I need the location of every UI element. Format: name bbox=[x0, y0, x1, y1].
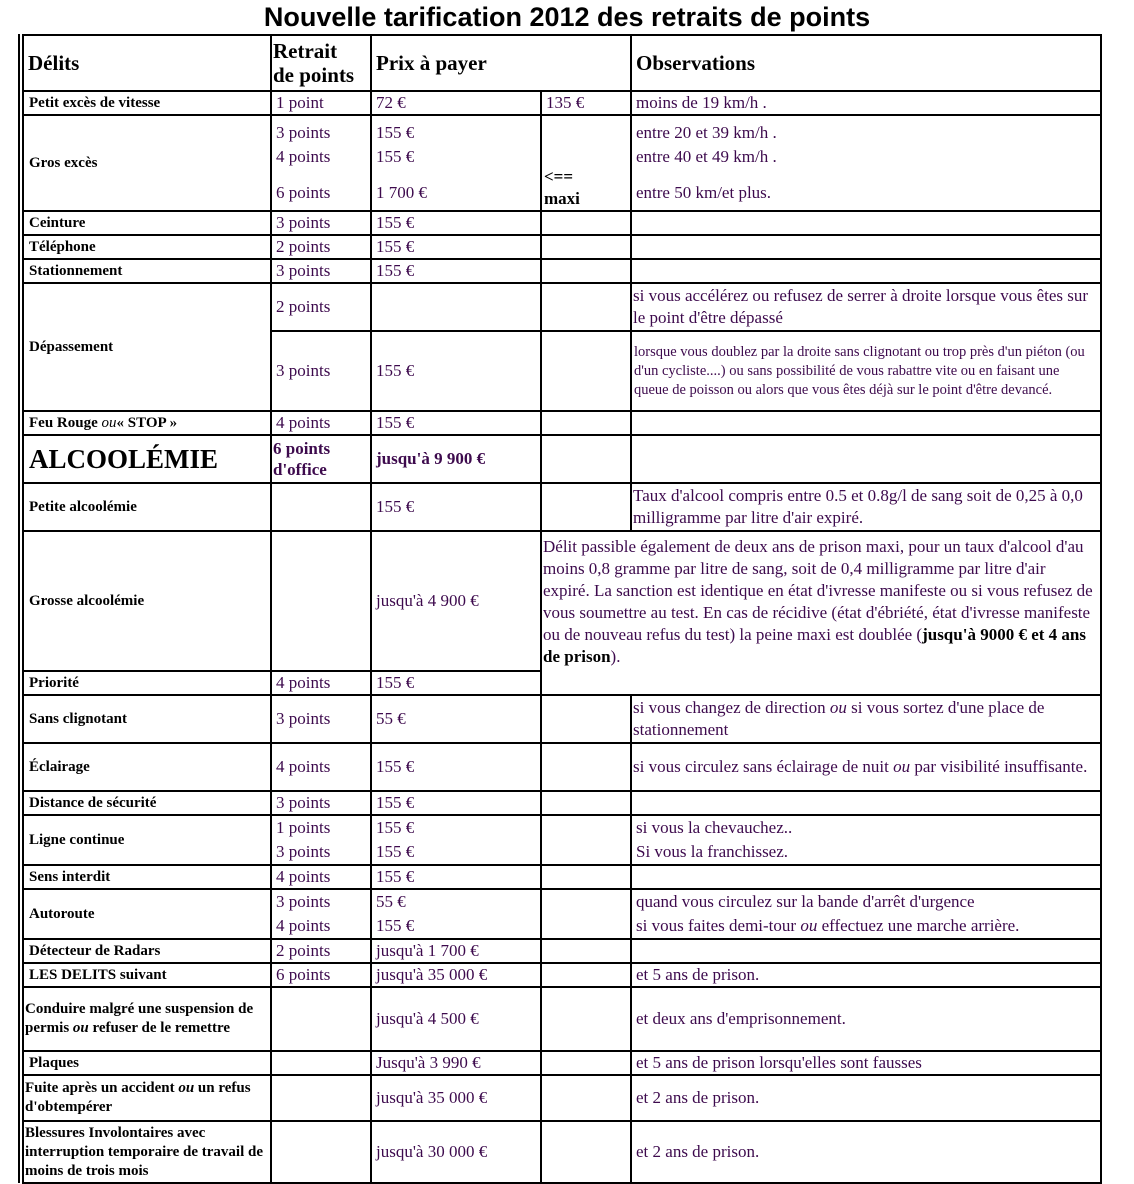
obs-text: par visibilité insuffisante. bbox=[910, 757, 1088, 776]
prix-max-cell bbox=[541, 411, 631, 435]
page-title: Nouvelle tarification 2012 des retraits de points bbox=[263, 2, 871, 32]
table-row bbox=[23, 91, 1101, 115]
table-row bbox=[23, 211, 1101, 235]
prix-cell: Jusqu'à 3 990 € bbox=[371, 1051, 541, 1075]
header-delits: Délits bbox=[23, 35, 271, 91]
prix-max-cell bbox=[541, 939, 631, 963]
delit-cell bbox=[23, 411, 271, 435]
header-row bbox=[23, 35, 1101, 91]
obs-or: ou bbox=[800, 916, 818, 935]
table-row bbox=[23, 283, 1101, 331]
prix-cell: jusqu'à 1 700 € bbox=[371, 939, 541, 963]
obs-cell: et 2 ans de prison. bbox=[631, 1121, 1101, 1183]
obs-text: si vous changez de direction bbox=[633, 698, 830, 717]
points-cell: 3 points bbox=[271, 791, 371, 815]
obs-cell: et 2 ans de prison. bbox=[631, 1075, 1101, 1121]
delit-text: Feu Rouge bbox=[29, 414, 102, 431]
obs-cell bbox=[631, 411, 1101, 435]
table-row bbox=[23, 1051, 1101, 1075]
table-row bbox=[23, 115, 1101, 211]
delit-cell: Petit excès de vitesse bbox=[23, 91, 271, 115]
points-line: 3 points bbox=[276, 842, 331, 861]
delit-text: Fuite après un accident bbox=[25, 1080, 179, 1096]
delit-or: ou bbox=[101, 414, 117, 431]
table-row bbox=[23, 987, 1101, 1051]
prix-line: 155 € bbox=[376, 916, 415, 935]
table-row bbox=[23, 939, 1101, 963]
delit-cell: Téléphone bbox=[23, 235, 271, 259]
prix-cell: jusqu'à 4 500 € bbox=[371, 987, 541, 1051]
delit-cell: Sens interdit bbox=[23, 865, 271, 889]
prix-cell bbox=[371, 115, 541, 211]
points-line: 1 points bbox=[276, 818, 331, 837]
prix-max-cell bbox=[541, 1075, 631, 1121]
delit-cell: Dépassement bbox=[23, 283, 271, 411]
prix-max-cell bbox=[541, 1051, 631, 1075]
prix-max-cell bbox=[541, 331, 631, 411]
table-row bbox=[23, 1075, 1101, 1121]
prix-cell: jusqu'à 35 000 € bbox=[371, 963, 541, 987]
obs-cell bbox=[631, 939, 1101, 963]
points-cell bbox=[271, 435, 371, 483]
points-cell: 2 points bbox=[271, 283, 371, 331]
obs-line bbox=[636, 914, 1096, 938]
prix-max-cell bbox=[541, 815, 631, 865]
points-line: 4 points bbox=[276, 147, 331, 166]
delit-text: un refus d'obtempérer bbox=[25, 1080, 251, 1115]
delit-cell: Ligne continue bbox=[23, 815, 271, 865]
header-observations: Observations bbox=[631, 35, 1101, 91]
prix-max-cell bbox=[541, 865, 631, 889]
prix-cell: 72 € bbox=[371, 91, 541, 115]
prix-max-cell bbox=[541, 695, 631, 743]
prix-cell: 155 € bbox=[371, 865, 541, 889]
points-cell: 1 point bbox=[271, 91, 371, 115]
prix-max-cell bbox=[541, 987, 631, 1051]
delit-cell: Petite alcoolémie bbox=[23, 483, 271, 531]
prix-cell: 155 € bbox=[371, 791, 541, 815]
maxi-label: maxi bbox=[544, 189, 580, 208]
delit-or: ou bbox=[72, 1020, 89, 1036]
points-cell bbox=[271, 987, 371, 1051]
prix-line: 155 € bbox=[376, 123, 415, 142]
points-cell: 6 points bbox=[271, 963, 371, 987]
table-row bbox=[23, 695, 1101, 743]
header-prix: Prix à payer bbox=[371, 35, 631, 91]
maxi-arrow: <== bbox=[544, 167, 574, 186]
points-cell bbox=[271, 1051, 371, 1075]
delit-cell: Grosse alcoolémie bbox=[23, 531, 271, 671]
table-row bbox=[23, 889, 1101, 939]
delit-text: « STOP » bbox=[116, 414, 178, 431]
delit-cell: Stationnement bbox=[23, 259, 271, 283]
table-row bbox=[23, 259, 1101, 283]
prix-cell bbox=[371, 283, 541, 331]
prix-max-cell: 135 € bbox=[541, 91, 631, 115]
points-cell bbox=[271, 531, 371, 671]
delit-cell: Autoroute bbox=[23, 889, 271, 939]
prix-max-cell bbox=[541, 235, 631, 259]
points-cell: 2 points bbox=[271, 939, 371, 963]
obs-cell bbox=[631, 435, 1101, 483]
prix-max-cell bbox=[541, 435, 631, 483]
prix-cell: 155 € bbox=[371, 259, 541, 283]
prix-cell: 155 € bbox=[371, 331, 541, 411]
prix-cell bbox=[371, 889, 541, 939]
obs-line: entre 40 et 49 km/h . bbox=[636, 147, 777, 166]
delit-text: Conduire malgré une suspension de permis bbox=[25, 1001, 254, 1036]
delit-cell: Blessures Involontaires avec interruption temporaire de travail de moins de trois mois bbox=[23, 1121, 271, 1183]
table-row bbox=[23, 531, 1101, 671]
delit-text: refuser de le remettre bbox=[88, 1020, 231, 1036]
prix-max-cell bbox=[541, 283, 631, 331]
prix-cell: 155 € bbox=[371, 211, 541, 235]
points-cell: 4 points bbox=[271, 411, 371, 435]
obs-line: entre 50 km/et plus. bbox=[636, 183, 772, 202]
delit-cell: Ceinture bbox=[23, 211, 271, 235]
table-row bbox=[23, 743, 1101, 791]
maxi-cell bbox=[541, 115, 631, 211]
obs-cell: lorsque vous doublez par la droite sans clignotant ou trop près d'un piéton (ou d'un cycliste....) ou sans possibilité de vous rabattre vite ou en faisant une queue de poisson ou alors que vous êtes déjà sur le point d'être devancé. bbox=[631, 331, 1101, 411]
delit-cell: Éclairage bbox=[23, 743, 271, 791]
obs-cell bbox=[631, 865, 1101, 889]
prix-max-cell bbox=[541, 211, 631, 235]
obs-text: si vous circulez sans éclairage de nuit bbox=[633, 757, 894, 776]
obs-cell: Taux d'alcool compris entre 0.5 et 0.8g/l de sang soit de 0,25 à 0,0 milligramme par litre d'air expiré. bbox=[631, 483, 1101, 531]
prix-cell: jusqu'à 35 000 € bbox=[371, 1075, 541, 1121]
points-line: d'office bbox=[273, 460, 327, 479]
prix-cell: jusqu'à 4 900 € bbox=[371, 531, 541, 671]
prix-cell: 155 € bbox=[371, 411, 541, 435]
points-cell bbox=[271, 1075, 371, 1121]
points-cell: 3 points bbox=[271, 695, 371, 743]
points-cell bbox=[271, 889, 371, 939]
prix-line: 155 € bbox=[376, 818, 415, 837]
prix-max-cell bbox=[541, 483, 631, 531]
prix-cell: 155 € bbox=[371, 671, 541, 695]
obs-text: Délit passible également de deux ans de prison maxi, pour un taux d'alcool d'au moins 0,8 gramme par litre de sang, soit de 0,4 milligramme par litre d'air expiré. La sanction est identique en état d'ivresse manifeste ou si vous refusez de vous soumettre au test. En cas de récidive (état d'ébriété, état d'ivresse manifeste ou de nouveau refus du test) la peine maxi est doublée ( bbox=[543, 537, 1093, 644]
delit-cell: Détecteur de Radars bbox=[23, 939, 271, 963]
delit-cell: Gros excès bbox=[23, 115, 271, 211]
points-cell: 4 points bbox=[271, 671, 371, 695]
obs-cell: et 5 ans de prison. bbox=[631, 963, 1101, 987]
prix-cell: 155 € bbox=[371, 483, 541, 531]
obs-text: si vous faites demi-tour bbox=[636, 916, 801, 935]
delit-cell: LES DELITS suivant bbox=[23, 963, 271, 987]
obs-or: ou bbox=[829, 698, 847, 717]
points-cell bbox=[271, 815, 371, 865]
prix-cell: jusqu'à 30 000 € bbox=[371, 1121, 541, 1183]
obs-text-end: ). bbox=[610, 647, 621, 666]
obs-cell bbox=[631, 815, 1101, 865]
points-cell bbox=[271, 1121, 371, 1183]
obs-cell bbox=[631, 889, 1101, 939]
points-line: 3 points bbox=[276, 892, 331, 911]
delit-cell: Plaques bbox=[23, 1051, 271, 1075]
obs-cell bbox=[631, 211, 1101, 235]
table-row bbox=[23, 815, 1101, 865]
points-cell: 2 points bbox=[271, 235, 371, 259]
points-line: 6 points bbox=[276, 183, 331, 202]
table-row bbox=[23, 865, 1101, 889]
header-retrait-line2: de points bbox=[273, 63, 355, 87]
delit-cell: Distance de sécurité bbox=[23, 791, 271, 815]
obs-line: Si vous la franchissez. bbox=[636, 842, 789, 861]
prix-line: 55 € bbox=[376, 892, 406, 911]
points-cell: 3 points bbox=[271, 331, 371, 411]
table-row bbox=[23, 1121, 1101, 1183]
points-cell: 3 points bbox=[271, 211, 371, 235]
left-margin-rule bbox=[18, 34, 20, 1183]
obs-cell: si vous accélérez ou refusez de serrer à droite lorsque vous êtes sur le point d'être dépassé bbox=[631, 283, 1101, 331]
delit-cell: Sans clignotant bbox=[23, 695, 271, 743]
obs-cell bbox=[631, 695, 1101, 743]
obs-cell: et deux ans d'emprisonnement. bbox=[631, 987, 1101, 1051]
points-line: 4 points bbox=[276, 916, 331, 935]
header-retrait-line1: Retrait bbox=[273, 39, 338, 63]
prix-cell: 155 € bbox=[371, 235, 541, 259]
obs-cell bbox=[631, 259, 1101, 283]
prix-max-cell bbox=[541, 743, 631, 791]
table-row bbox=[23, 791, 1101, 815]
prix-cell: 55 € bbox=[371, 695, 541, 743]
prix-line: 155 € bbox=[376, 147, 415, 166]
delit-cell: Priorité bbox=[23, 671, 271, 695]
points-cell: 4 points bbox=[271, 743, 371, 791]
points-line: 3 points bbox=[276, 123, 331, 142]
table-row bbox=[23, 435, 1101, 483]
prix-cell: 155 € bbox=[371, 743, 541, 791]
obs-text: si vous sortez d'une place de stationnement bbox=[633, 698, 1045, 739]
points-cell: 3 points bbox=[271, 259, 371, 283]
obs-cell bbox=[631, 235, 1101, 259]
obs-text: effectuez une marche arrière. bbox=[817, 916, 1020, 935]
delit-cell: ALCOOLÉMIE bbox=[23, 435, 271, 483]
prix-max-cell bbox=[541, 1121, 631, 1183]
obs-or: ou bbox=[893, 757, 911, 776]
points-cell bbox=[271, 483, 371, 531]
points-cell bbox=[271, 115, 371, 211]
delit-cell bbox=[23, 987, 271, 1051]
obs-line: quand vous circulez sur la bande d'arrêt d'urgence bbox=[636, 892, 975, 911]
obs-bold-text: jusqu'à 9000 € et 4 ans de prison bbox=[543, 625, 1086, 666]
delit-cell bbox=[23, 1075, 271, 1121]
prix-line: 1 700 € bbox=[376, 183, 427, 202]
obs-cell bbox=[631, 791, 1101, 815]
prix-cell: jusqu'à 9 900 € bbox=[371, 435, 541, 483]
obs-cell: moins de 19 km/h . bbox=[631, 91, 1101, 115]
obs-cell bbox=[631, 743, 1101, 791]
obs-cell bbox=[631, 115, 1101, 211]
prix-cell bbox=[371, 815, 541, 865]
table-row bbox=[23, 963, 1101, 987]
points-line: 6 points bbox=[273, 439, 331, 458]
prix-max-cell bbox=[541, 259, 631, 283]
prix-max-cell bbox=[541, 889, 631, 939]
obs-line: si vous la chevauchez.. bbox=[636, 818, 793, 837]
table-row bbox=[23, 483, 1101, 531]
prix-max-cell bbox=[541, 791, 631, 815]
obs-cell: et 5 ans de prison lorsqu'elles sont fausses bbox=[631, 1051, 1101, 1075]
table-row bbox=[23, 411, 1101, 435]
delit-or: ou bbox=[178, 1080, 195, 1096]
obs-cell bbox=[541, 531, 1101, 695]
obs-line: entre 20 et 39 km/h . bbox=[636, 123, 777, 142]
prix-max-cell bbox=[541, 963, 631, 987]
header-retrait bbox=[271, 35, 371, 91]
penalty-table bbox=[22, 34, 1102, 1184]
points-cell: 4 points bbox=[271, 865, 371, 889]
prix-line: 155 € bbox=[376, 842, 415, 861]
table-row bbox=[23, 235, 1101, 259]
